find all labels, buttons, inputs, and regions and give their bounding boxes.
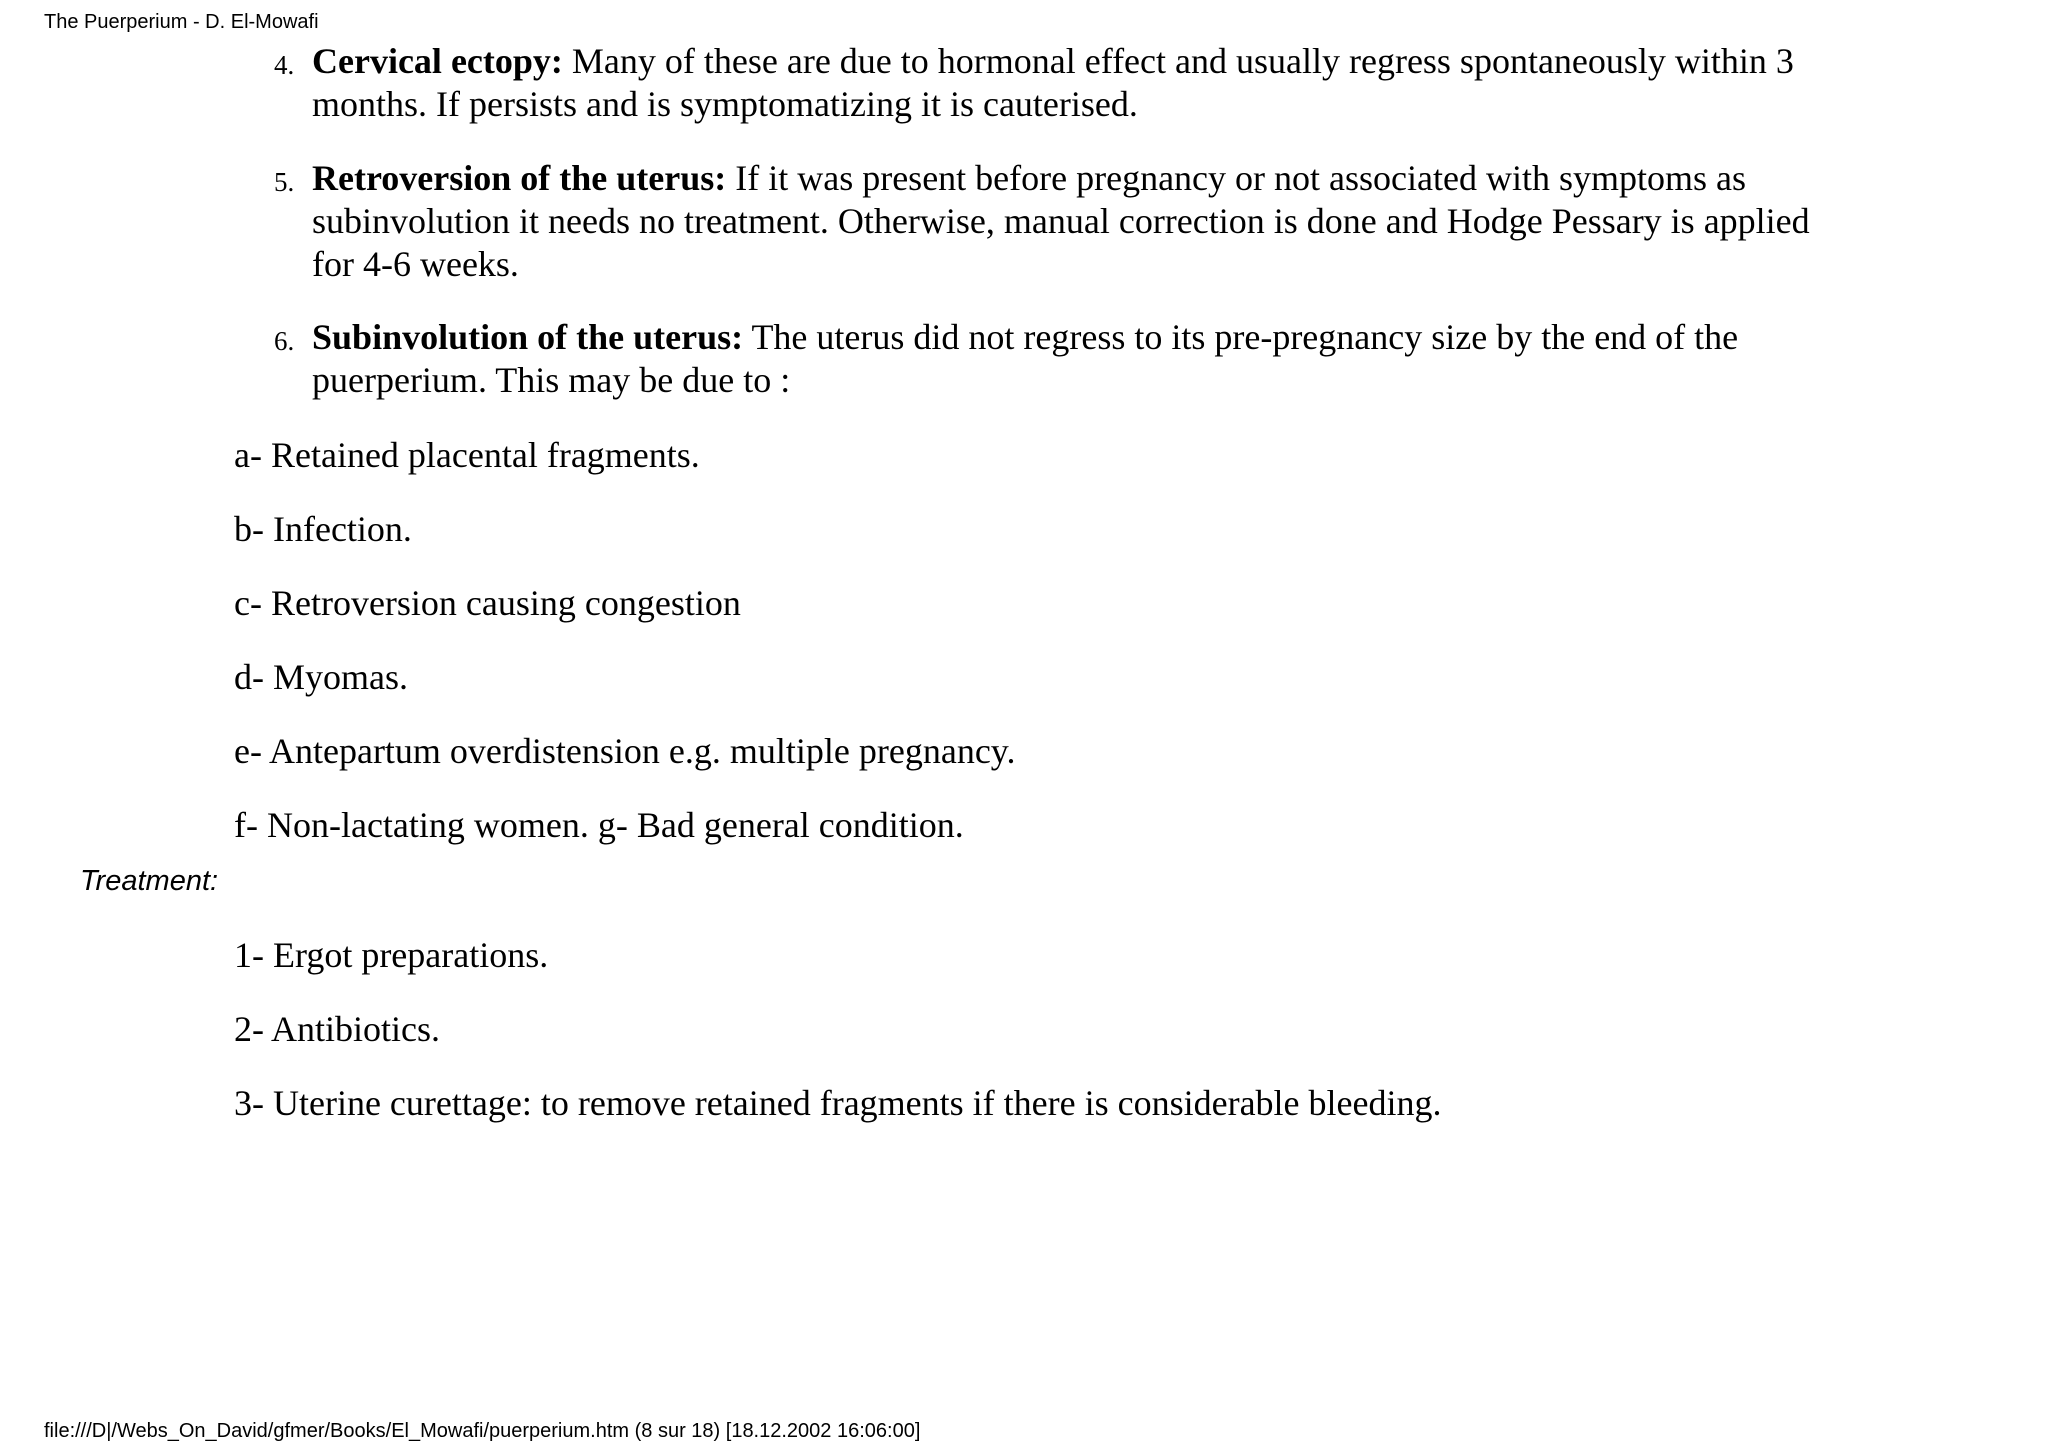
cause-line: e- Antepartum overdistension e.g. multiple pregnancy. — [234, 731, 1016, 771]
list-item-body — [312, 157, 1842, 286]
cause-line: d- Myomas. — [234, 657, 408, 697]
list-item-number: 5. — [274, 167, 295, 197]
list-item-text: Many of these are due to hormonal effect and usually regress spontaneously within 3 months. If persists and is symptomatizing it is cauterised. — [312, 41, 1794, 124]
cause-line: f- Non-lactating women. g- Bad general condition. — [234, 805, 964, 845]
list-item-body — [312, 40, 1842, 126]
treatment-step: 3- Uterine curettage: to remove retained fragments if there is considerable bleeding. — [234, 1083, 1442, 1123]
cause-line: b- Infection. — [234, 509, 412, 549]
list-item-heading: Subinvolution of the uterus: — [312, 317, 744, 357]
list-item-heading: Cervical ectopy: — [312, 41, 563, 81]
list-item-number: 6. — [274, 326, 295, 356]
list-item-heading: Retroversion of the uterus: — [312, 158, 727, 198]
treatment-step: 1- Ergot preparations. — [234, 935, 549, 975]
cause-line: c- Retroversion causing congestion — [234, 583, 741, 623]
treatment-step: 2- Antibiotics. — [234, 1009, 440, 1049]
cause-line: a- Retained placental fragments. — [234, 435, 700, 475]
page-footer-url: file:///D|/Webs_On_David/gfmer/Books/El_Mowafi/puerperium.htm (8 sur 18) [18.12.2002 16:06:00] — [44, 1420, 921, 1442]
list-item-number: 4. — [274, 50, 295, 80]
list-item-body — [312, 316, 1842, 402]
list-item-text: If it was present before pregnancy or not associated with symptoms as subinvolution it needs no treatment. Otherwise, manual correction is done and Hodge Pessary is applied for 4-6 weeks. — [312, 158, 1810, 284]
page-header-title: The Puerperium - D. El-Mowafi — [44, 11, 319, 33]
treatment-heading: Treatment: — [80, 865, 219, 897]
list-item-text: The uterus did not regress to its pre-pregnancy size by the end of the puerperium. This may be due to : — [312, 317, 1739, 400]
